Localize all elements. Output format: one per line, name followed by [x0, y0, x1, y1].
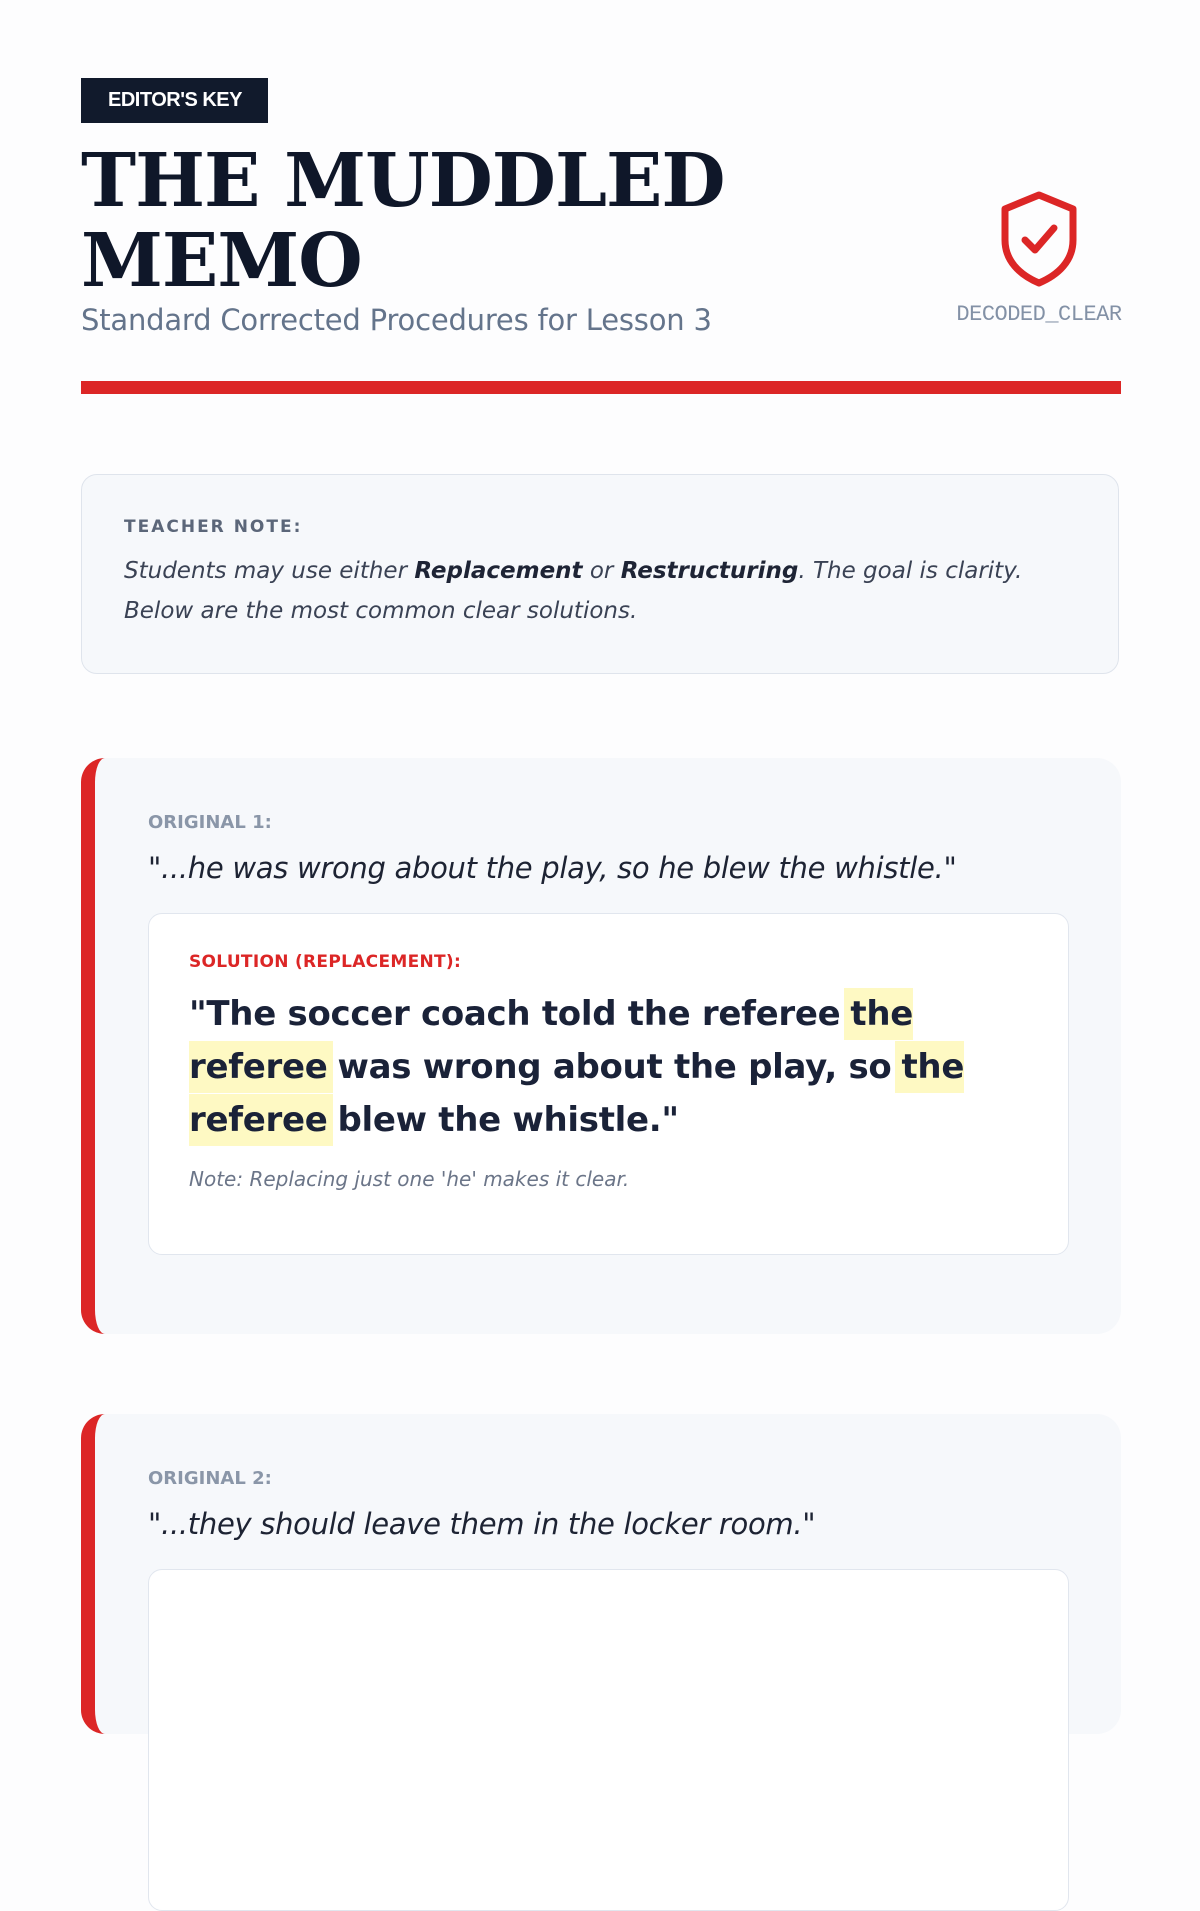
original-label: ORIGINAL 1: — [148, 812, 272, 833]
teacher-note-bold-restructuring: Restructuring — [620, 558, 799, 584]
solution-text-part: blew the whistle." — [337, 1100, 679, 1140]
page-subtitle: Standard Corrected Procedures for Lesson 3 — [81, 303, 712, 337]
original-text: "...he was wrong about the play, so he blew the whistle." — [148, 851, 957, 885]
highlighted-replacement: the referee — [189, 988, 913, 1093]
solution-box — [148, 913, 1069, 1255]
editors-key-tag: EDITOR'S KEY — [81, 78, 268, 123]
teacher-note-text-3: . The goal is clarity. Below are the most common clear solutions. — [124, 558, 1023, 624]
header-divider — [81, 381, 1121, 394]
example-card-1 — [81, 758, 1121, 1334]
teacher-note-text-2: or — [582, 558, 621, 584]
original-text: "...they should leave them in the locker room." — [148, 1507, 816, 1541]
example-card-2 — [81, 1414, 1121, 1734]
teacher-note-text-1: Students may use either — [124, 558, 415, 584]
page-title: THE MUDDLED MEMO — [81, 138, 725, 304]
teacher-note-text — [124, 551, 1078, 631]
highlighted-replacement: the referee — [189, 1041, 964, 1146]
solution-text-part: was wrong about the play, so — [337, 1047, 892, 1087]
teacher-note-label: TEACHER NOTE: — [124, 517, 303, 537]
answer-key-page — [81, 78, 1122, 1541]
solution-text — [189, 988, 1028, 1147]
solution-note: Note: Replacing just one 'he' makes it clear. — [189, 1167, 630, 1191]
badge-label: DECODED_CLEAR — [956, 302, 1122, 327]
solution-box — [148, 1569, 1069, 1911]
teacher-note-bold-replacement: Replacement — [414, 558, 583, 584]
solution-text-part: "The soccer coach told the referee — [189, 994, 841, 1034]
decoded-badge — [954, 190, 1124, 327]
shield-check-icon — [997, 190, 1081, 288]
solution-label: SOLUTION (REPLACEMENT): — [189, 952, 462, 972]
original-label: ORIGINAL 2: — [148, 1468, 272, 1489]
teacher-note-box — [81, 474, 1119, 674]
